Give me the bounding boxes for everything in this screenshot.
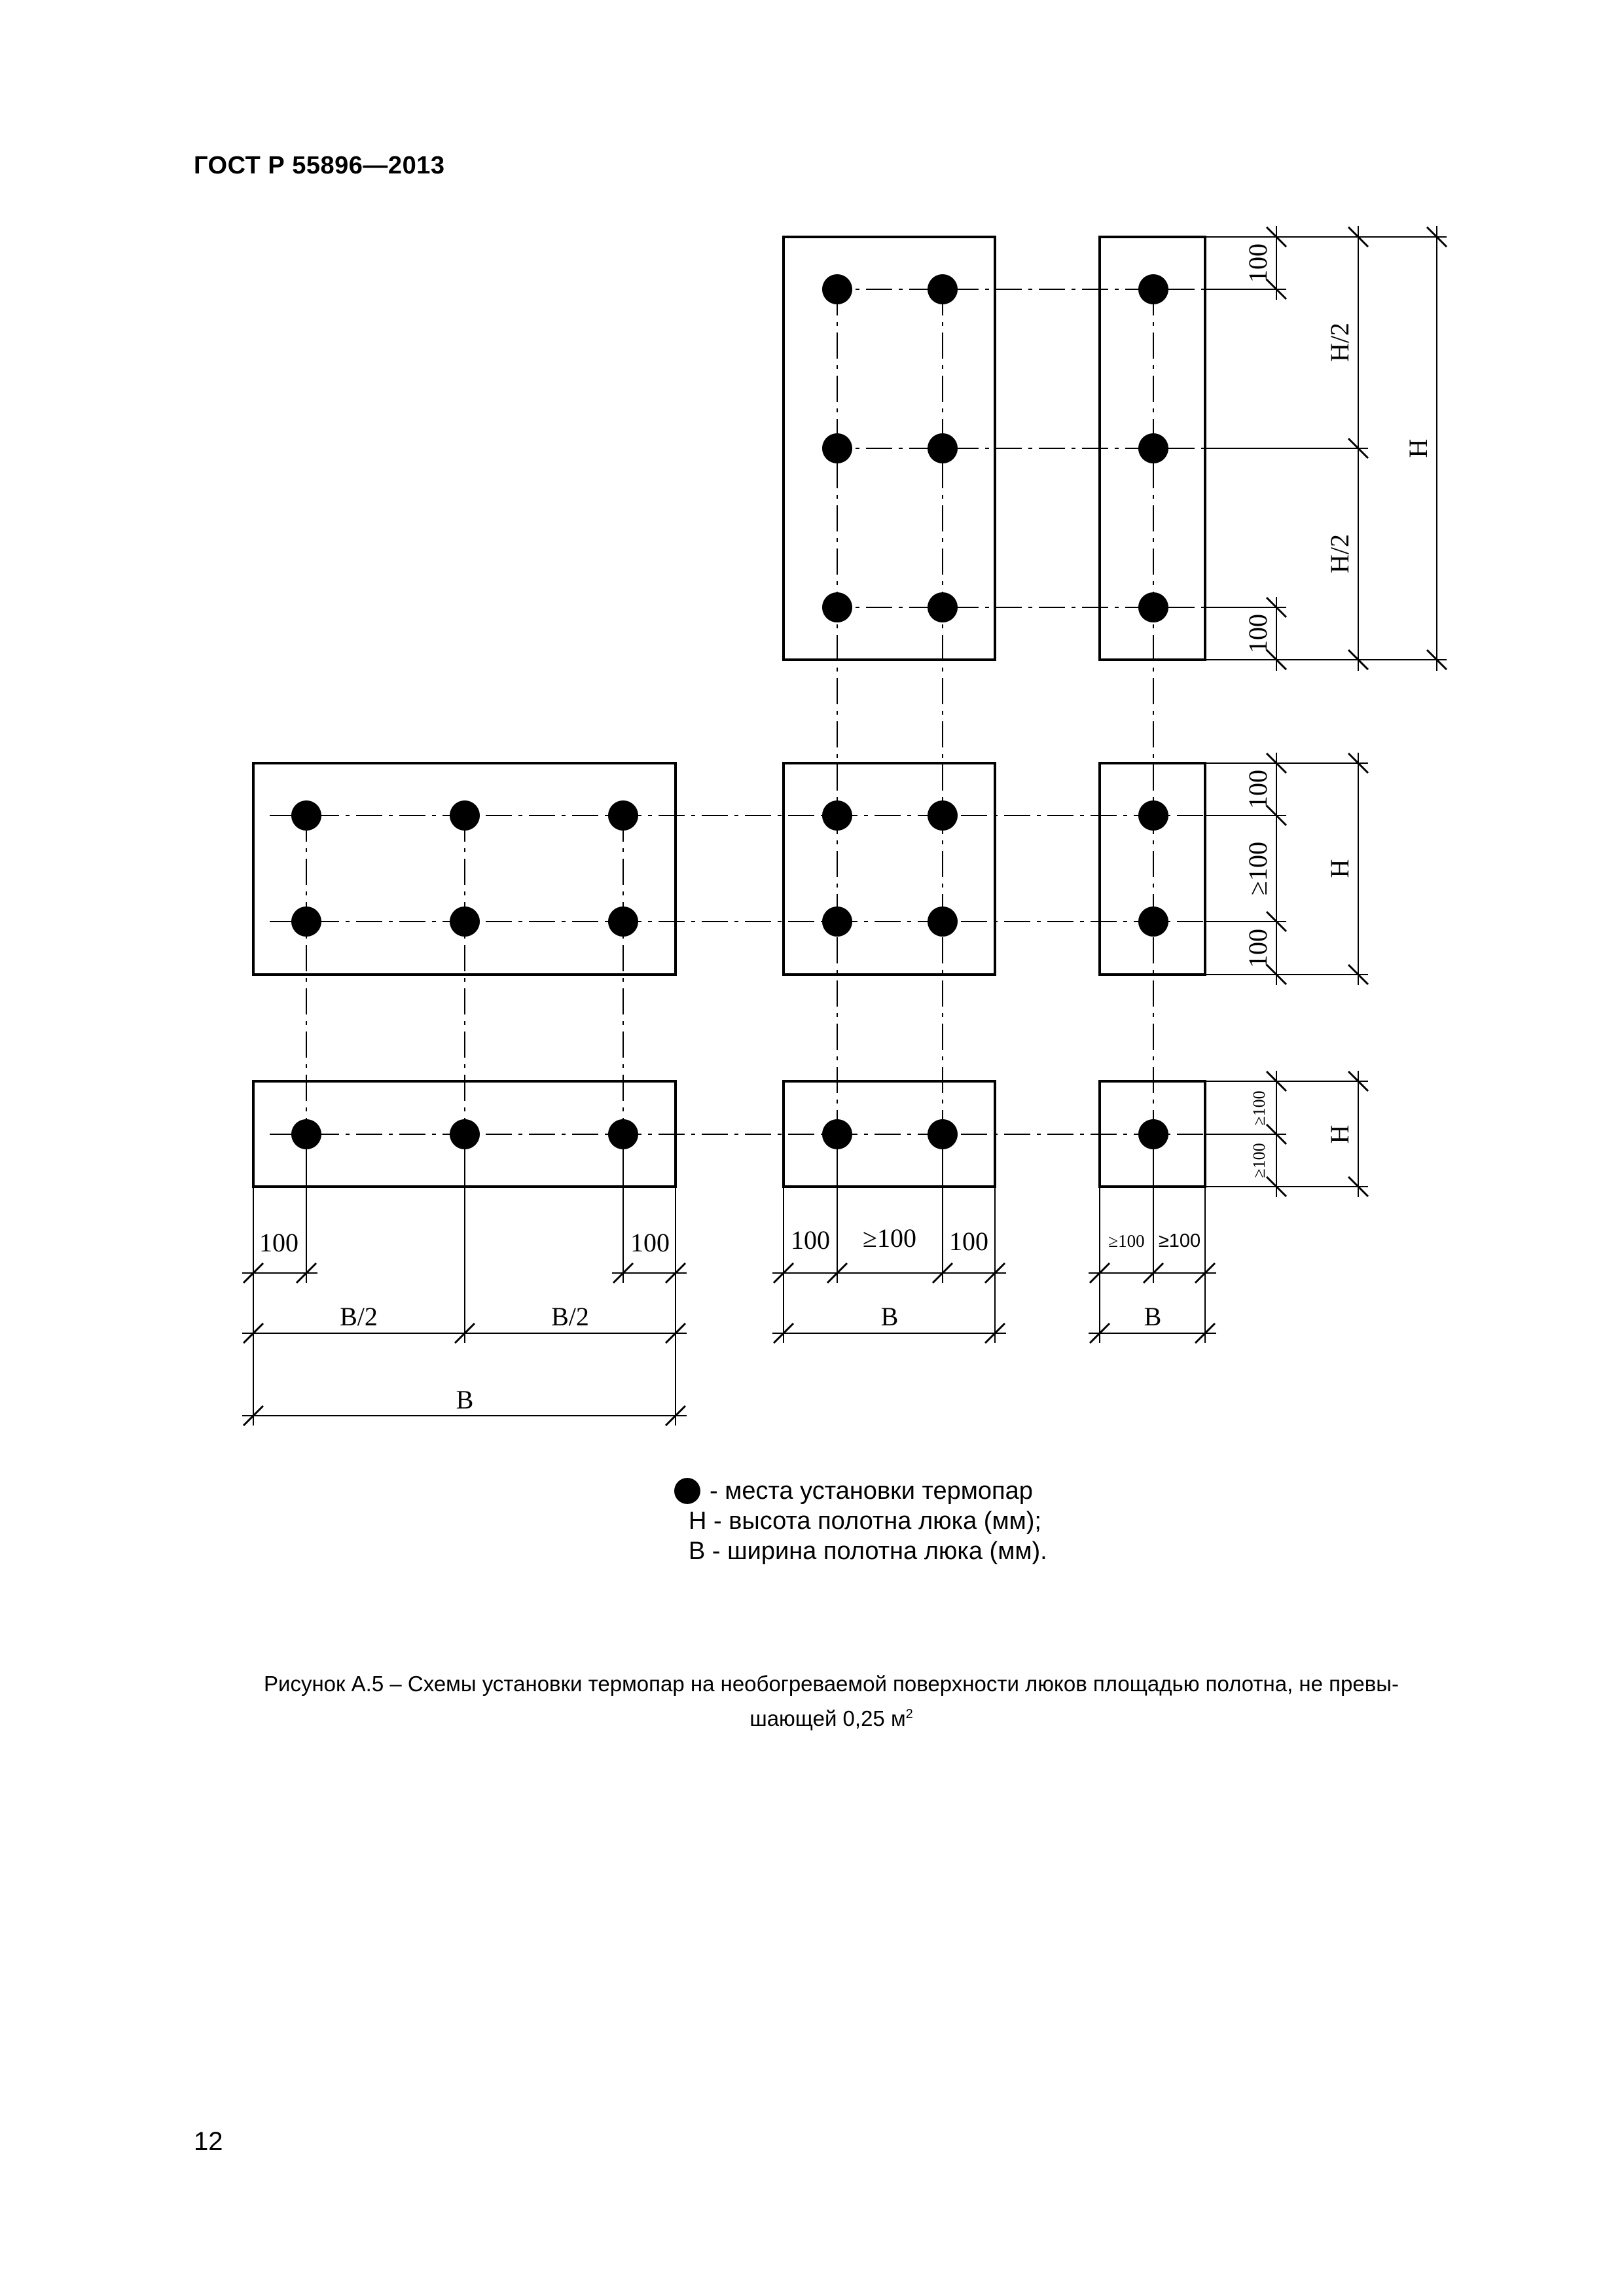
- thermocouple-point: [928, 274, 958, 304]
- thermocouple-point: [928, 433, 958, 463]
- dim-label-H-half: H/2: [1325, 323, 1354, 362]
- thermocouple-points: [291, 274, 1168, 1149]
- dim-label-100: 100: [259, 1228, 298, 1257]
- thermocouple-point: [608, 906, 638, 937]
- thermocouple-point: [291, 800, 321, 831]
- dim-label-100: 100: [1243, 243, 1272, 283]
- thermocouple-point: [822, 433, 852, 463]
- dim-label-ge100: ≥100: [1158, 1230, 1201, 1251]
- hatch-outlines: [253, 237, 1205, 1187]
- dim-label-B: B: [880, 1302, 899, 1331]
- thermocouple-point: [608, 800, 638, 831]
- thermocouple-dot-icon: [674, 1478, 700, 1504]
- thermocouple-point: [928, 800, 958, 831]
- thermocouple-point: [450, 906, 480, 937]
- thermocouple-point: [1138, 592, 1168, 622]
- dim-label-100: 100: [1243, 614, 1272, 653]
- thermocouple-point: [822, 592, 852, 622]
- thermocouple-point: [1138, 274, 1168, 304]
- dim-label-100: 100: [1243, 770, 1272, 809]
- thermocouple-point: [450, 800, 480, 831]
- thermocouple-point: [1138, 1119, 1168, 1149]
- dim-label-H: H: [1403, 439, 1433, 458]
- dim-label-H: H: [1325, 859, 1354, 878]
- dim-label-ge100: ≥100: [863, 1223, 916, 1253]
- thermocouple-point: [822, 906, 852, 937]
- thermocouple-point: [928, 592, 958, 622]
- thermocouple-point: [291, 1119, 321, 1149]
- dim-label-B: B: [456, 1385, 474, 1414]
- thermocouple-point: [822, 1119, 852, 1149]
- dim-label-ge100: ≥100: [1250, 1090, 1269, 1126]
- page-number: 12: [194, 2127, 223, 2156]
- thermocouple-point: [928, 906, 958, 937]
- caption-line-1: Рисунок А.5 – Схемы установки термопар на необогреваемой поверхности люков площадью полотна, не превы-: [264, 1672, 1399, 1696]
- legend-width-text: В - ширина полотна люка (мм).: [689, 1537, 1047, 1565]
- dim-label-100: 100: [1243, 929, 1272, 968]
- center-lines: [270, 289, 1206, 1134]
- dim-label-ge100: ≥100: [1250, 1143, 1269, 1178]
- dim-label-ge100: ≥100: [1243, 842, 1272, 895]
- caption-line-2-text: шающей 0,25 м: [749, 1706, 906, 1731]
- caption-superscript: 2: [905, 1707, 913, 1721]
- legend-thermocouple-text: - места установки термопар: [710, 1477, 1033, 1505]
- caption-line-2: [190, 1699, 1473, 1734]
- legend-item-width: [674, 1536, 1146, 1566]
- thermocouple-point: [450, 1119, 480, 1149]
- thermocouple-point: [291, 906, 321, 937]
- dim-label-H-half: H/2: [1325, 534, 1354, 573]
- thermocouple-point: [608, 1119, 638, 1149]
- extension-lines: [253, 237, 1447, 1426]
- dim-label-B-half: B/2: [340, 1302, 378, 1331]
- dim-label-H: H: [1325, 1124, 1354, 1144]
- legend-height-text: Н - высота полотна люка (мм);: [689, 1507, 1041, 1535]
- thermocouple-point: [822, 274, 852, 304]
- thermocouple-point: [928, 1119, 958, 1149]
- legend: [674, 1476, 1146, 1566]
- thermocouple-point: [1138, 433, 1168, 463]
- legend-item-height: [674, 1506, 1146, 1536]
- document-header: ГОСТ Р 55896—2013: [194, 152, 445, 179]
- dim-label-100: 100: [949, 1227, 988, 1256]
- thermocouple-point: [1138, 800, 1168, 831]
- thermocouple-point: [822, 800, 852, 831]
- figure-caption: [190, 1669, 1473, 1734]
- hatch-outline-mid-right: [1100, 763, 1205, 975]
- dim-label-ge100: ≥100: [1108, 1231, 1145, 1251]
- thermocouple-point: [1138, 906, 1168, 937]
- dim-label-B: B: [1144, 1302, 1162, 1331]
- hatch-outline-mid-middle: [784, 763, 995, 975]
- dim-label-B-half: B/2: [551, 1302, 589, 1331]
- dim-label-100: 100: [791, 1225, 830, 1255]
- legend-item-thermocouple: [674, 1476, 1146, 1506]
- dim-label-100: 100: [630, 1228, 670, 1257]
